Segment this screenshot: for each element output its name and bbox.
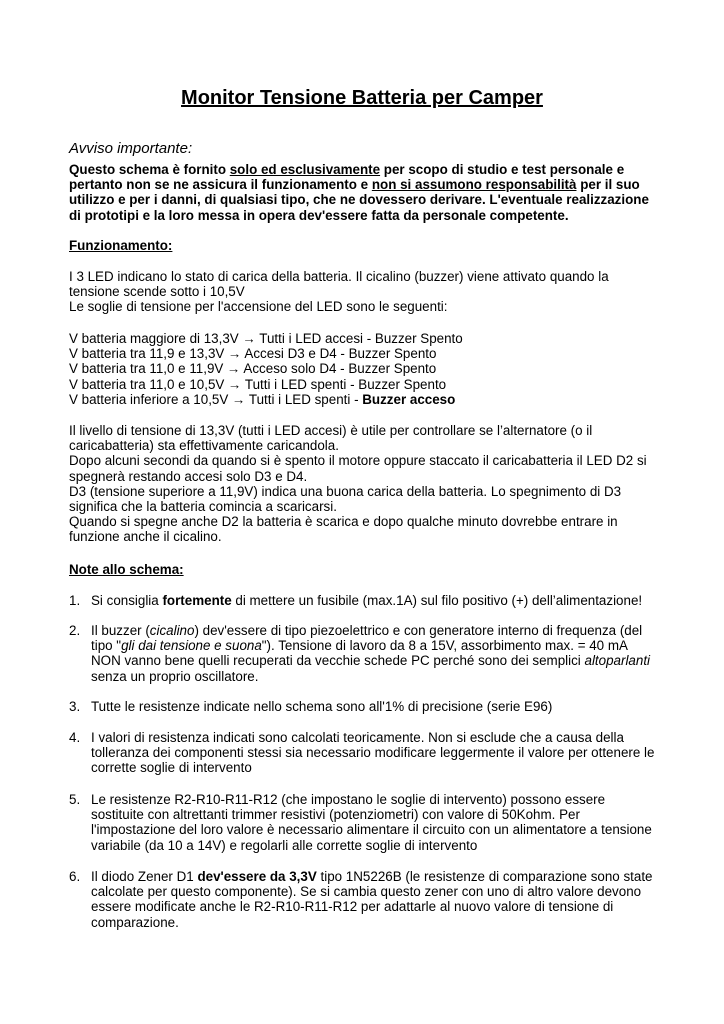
note-text: [91, 699, 671, 714]
note-line: tolleranza dei componenti stessi sia necessario modificare leggermente il valore per ottenere le: [91, 745, 655, 761]
note-line: [91, 623, 671, 638]
threshold-item: V batteria maggiore di 13,3V → Tutti i LED accesi - Buzzer Spento: [69, 331, 463, 346]
note-italic: cicalino: [149, 623, 195, 638]
paragraph-line: caricabatteria) sta effettivamente caricandola.: [69, 438, 339, 454]
warning-text: per il suo: [576, 177, 640, 193]
note-line: Le resistenze R2-R10-R11-R12 (che impostano le soglie di intervento) possono essere: [91, 792, 606, 807]
paragraph-line: D3 (tensione superiore a 11,9V) indica una buona carica della batteria. Lo spegnimento di D3: [69, 483, 622, 499]
document-title: Monitor Tensione Batteria per Camper: [181, 87, 543, 109]
threshold-item: V batteria tra 11,9 e 13,3V → Accesi D3 e D4 - Buzzer Spento: [69, 346, 437, 362]
note-span: Il buzzer (: [91, 623, 150, 638]
note-line: comparazione.: [91, 914, 179, 930]
warning-line: [69, 177, 659, 192]
threshold-item: [69, 392, 669, 407]
threshold-list: [69, 331, 669, 407]
paragraph-line: I 3 LED indicano lo stato di carica della batteria. Il cicalino (buzzer) viene attivato quando la: [69, 269, 609, 284]
note-heading: Note allo schema:: [69, 562, 184, 577]
paragraph-line: Dopo alcuni secondi da quando si è spento il motore oppure staccato il caricabatteria il LED D2 si: [69, 453, 647, 469]
note-text: [91, 869, 671, 930]
threshold-text: V batteria inferiore a 10,5V → Tutti i LED spenti -: [69, 391, 363, 407]
note-span: ) dev'essere di tipo piezoelettrico e con generatore interno di frequenza (del: [194, 623, 643, 638]
warning-text: pertanto non se ne assicura il funzionamento e: [69, 177, 372, 193]
warning-emphasis: non si assumono responsabilità: [371, 177, 577, 193]
note-text: [91, 593, 671, 608]
paragraph-line: spegnerà restando accesi solo D3 e D4.: [69, 468, 308, 484]
note-number: 2.: [69, 623, 81, 638]
note-text: [91, 792, 671, 853]
note-line: l'impostazione del loro valore è necessario alimentare il circuito con un alimentatore a tensione: [91, 822, 652, 838]
note-number: 5.: [69, 792, 81, 807]
note-line: corrette soglie di intervento: [91, 760, 252, 776]
note-emphasis: fortemente: [162, 593, 232, 608]
note-line: Tutte le resistenze indicate nello schema sono all'1% di precisione (serie E96): [91, 699, 553, 714]
paragraph-line: Il livello di tensione di 13,3V (tutti i LED accesi) è utile per controllare se l’alternatore (o il: [69, 423, 593, 438]
note-span: di mettere un fusibile (max.1A) sul filo positivo (+) dell’alimentazione!: [231, 593, 643, 608]
note-number: 6.: [69, 869, 81, 884]
note-text: [91, 730, 671, 776]
paragraph-line: significa che la batteria comincia a scaricarsi.: [69, 499, 337, 515]
note-number: 3.: [69, 699, 81, 714]
threshold-item: V batteria tra 11,0 e 11,9V → Acceso solo D4 - Buzzer Spento: [69, 361, 437, 377]
paragraph-line: Le soglie di tensione per l'accensione del LED sono le seguenti:: [69, 299, 448, 315]
note-line: variabile (da 10 a 14V) e regolarli alle corrette soglie di intervento: [91, 837, 478, 853]
note-span: tipo 1N5226B (le resistenze di comparazione sono state: [316, 869, 653, 884]
warning-emphasis: solo ed esclusivamente: [229, 162, 381, 177]
threshold-item: V batteria tra 11,0 e 10,5V → Tutti i LED spenti - Buzzer Spento: [69, 376, 447, 392]
note-line: [91, 638, 671, 653]
buzzer-acceso-emphasis: Buzzer acceso: [362, 391, 456, 407]
funzionamento-heading: Funzionamento:: [69, 238, 173, 253]
warning-text: per scopo di studio e test personale e: [380, 162, 625, 177]
note-line: essere modificate anche le R2-R10-R11-R12 per adattarle al nuovo valore di tensione di: [91, 899, 614, 915]
note-line: calcolate per questo componente). Se si cambia questo zener con uno di altro valore devono: [91, 884, 642, 900]
paragraph-line: tensione scende sotto i 10,5V: [69, 284, 245, 300]
note-number: 4.: [69, 730, 81, 745]
warning-text: Questo schema è fornito: [69, 162, 230, 177]
note-italic: altoparlanti: [584, 653, 651, 669]
funzionamento-intro: [69, 269, 669, 315]
note-line: [91, 593, 671, 608]
note-emphasis: dev'essere da 3,3V: [197, 869, 317, 884]
note-span: NON vanno bene quelli recuperati da vecchie schede PC perché sono dei semplici: [91, 653, 585, 669]
note-line: [91, 869, 671, 884]
note-span: Si consiglia: [91, 593, 163, 608]
note-span: Il diodo Zener D1: [91, 869, 198, 884]
warning-line: [69, 162, 659, 177]
note-span: "). Tensione di lavoro da 8 a 15V, assorbimento max. = 40 mA: [261, 638, 628, 654]
warning-line: utilizzo e per i danni, di qualsiasi tipo, che ne dovessero derivare. L'eventuale realizzazione: [69, 192, 649, 208]
funzionamento-details: [69, 423, 669, 545]
paragraph-line: Quando si spegne anche D2 la batteria è scarica e dopo qualche minuto dovrebbe entrare in: [69, 514, 618, 530]
note-line: I valori di resistenza indicati sono calcolati teoricamente. Non si esclude che a causa della: [91, 730, 624, 745]
warning-line: di prototipi e la loro messa in opera dev'essere fatta da personale competente.: [69, 207, 569, 223]
paragraph-line: funzione anche il cicalino.: [69, 529, 222, 545]
warning-heading: Avviso importante:: [69, 140, 193, 157]
warning-paragraph: [69, 162, 659, 223]
note-number: 1.: [69, 593, 81, 608]
note-line: senza un proprio oscillatore.: [91, 668, 259, 684]
note-text: [91, 623, 671, 684]
note-line: [91, 653, 671, 668]
note-italic: gli dai tensione e suona: [121, 638, 262, 654]
note-line: sostituite con altrettanti trimmer resistivi (potenziometri) con valore di 50Kohm. Per: [91, 807, 580, 823]
note-span: tipo ": [91, 638, 122, 654]
